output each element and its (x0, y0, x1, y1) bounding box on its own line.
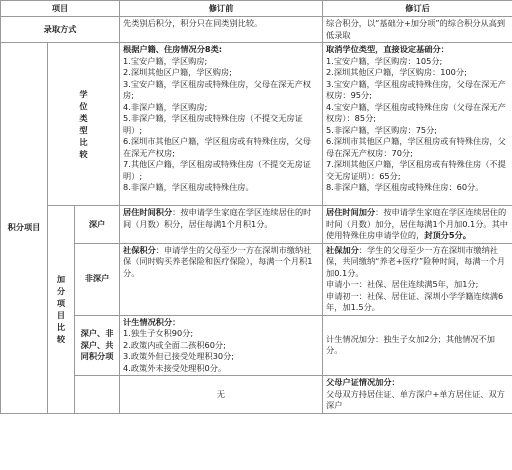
admission-before: 先类别后积分，积分只在同类别比较。 (120, 17, 323, 43)
common-label: 深户、非深户、共同积分项 (75, 315, 120, 376)
list-item: 申请初一：社保、居住证、深圳小学学籍连续满6年，加1.5分。 (326, 290, 504, 312)
parents-after (323, 376, 512, 414)
bonus-label: 加分项目比较 (48, 206, 75, 414)
header-after: 修订后 (323, 1, 512, 17)
school-type-row (1, 43, 512, 206)
common-before-title: 计生情况积分： (123, 316, 181, 327)
admission-row (1, 17, 512, 43)
list-item: 1.宝安户籍，学区购房：105分; (326, 55, 443, 66)
header-item: 项目 (1, 1, 120, 17)
list-item: 4.宝安户籍，学区租房或特殊住房（父母在深无产权房）：85分; (326, 101, 506, 123)
list-item: 3.宝安户籍，学区租房或特殊住房，父母在深无产权房：95分; (326, 78, 506, 100)
list-item: 5.非深户籍，学区租房或特殊住房（不提交无房证明）; (123, 113, 303, 135)
parents-before: 无 (120, 376, 323, 414)
feishenhu-after: 社保加分：学生的父母至少一方在深圳市缴纳社保，共同缴纳“养老+医疗”险种时间，每满一个月加0.1分。 申请小一：社保、居住连续满5年，加1分; 申请初一：社保、居住证、深圳小学学籍连续满6年，加1.5分。 (323, 243, 512, 315)
feishenhu-before: 社保积分：申请学生的父母至少一方在深圳市缴纳社保（同时购买养老保险和医疗保险），每满一个月积1分。 (120, 243, 323, 315)
list-item: 2.深圳其他区户籍，学区购房：100分; (326, 67, 467, 77)
header-row (1, 1, 512, 17)
list-item: 1.宝安户籍，学区购房; (123, 55, 208, 66)
list-item: 3.政策外但已接受处理积30分; (123, 351, 235, 361)
list-item: 7.深圳其他区户籍，学区租房或有特殊住房（不提交无房证明）：65分; (326, 159, 506, 181)
parents-row (1, 376, 512, 414)
admission-label: 录取方式 (1, 17, 120, 43)
common-before (120, 315, 323, 376)
list-item: 5.非深户籍，学区购房：75分; (326, 124, 438, 135)
parents-after-title: 父母户证情况加分： (326, 377, 400, 387)
list-item: 3.宝安户籍，学区租房或特殊住房，父母在深无产权房; (123, 78, 311, 100)
feishenhu-label: 非深户 (75, 243, 120, 315)
list-item: 6.深圳市其他区户籍，学区租房或有特殊住房，父母在深无产权房; (123, 136, 311, 158)
school-type-label: 学位类型比较 (48, 43, 120, 206)
list-item: 4.政策外未接受处理积0分。 (123, 362, 227, 373)
header-before: 修订前 (120, 1, 323, 17)
list-item: 1.独生子女积90分; (123, 328, 194, 338)
common-after: 计生情况加分：独生子女加2分；其他情况不加分。 (323, 315, 512, 376)
admission-after: 综合积分，以“基础分+加分项”的综合积分从高到低录取 (323, 17, 512, 43)
list-item: 2.深圳其他区户籍，学区购房; (123, 67, 232, 77)
list-item: 2.政策内或全面二孩积60分; (123, 339, 226, 350)
list-item: 8.非深户籍，学区租房或特殊住房：60分。 (326, 182, 484, 192)
shenhu-label: 深户 (75, 206, 120, 244)
shenhu-after: 居住时间加分：按申请学生家庭在学区连续居住的时间（月数）加分，居住每满1个月加0.1分。其中使用特殊住房申请学位的，封顶分5分。 (323, 206, 512, 244)
shenhu-before: 居住时间积分：按申请学生家庭在学区连续居住的时间（月数）积分，居住每满1个月积1分。 (120, 206, 323, 244)
feishenhu-row (1, 243, 512, 315)
school-type-before (120, 43, 323, 206)
common-row (1, 315, 512, 376)
shenhu-row (1, 206, 512, 244)
parents-after-text: 父母双方持居住证、单方深户+单方居住证、双方深户 (326, 388, 505, 410)
school-type-after-title: 取消学位类型，直接设定基础分： (326, 44, 449, 54)
list-item: 4.非深户籍，学区购房; (123, 101, 208, 112)
points-label: 积分项目 (1, 43, 48, 414)
school-type-after (323, 43, 512, 206)
list-item: 7.其他区户籍，学区租房或特殊住房（不提交无房证明）; (123, 159, 311, 181)
list-item: 申请小一：社保、居住连续满5年，加1分; (326, 279, 479, 289)
list-item: 6.深圳市其他区户籍，学区租房或有特殊住房，父母在深无产权房：70分; (326, 136, 506, 158)
parents-label (75, 376, 120, 414)
school-type-before-title: 根据户籍、住房情况分8类: (123, 44, 223, 54)
list-item: 8.非深户籍，学区租房或特殊住房。 (123, 182, 254, 192)
